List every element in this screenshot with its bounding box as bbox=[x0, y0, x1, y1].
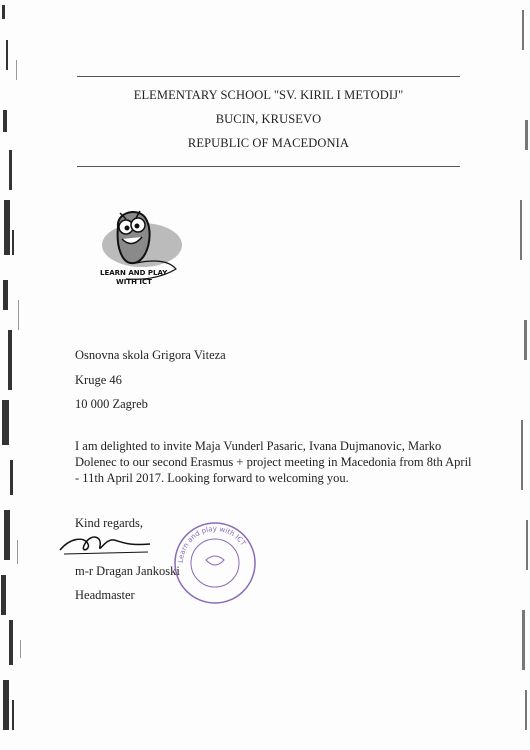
school-country: REPUBLIC OF MACEDONIA bbox=[187, 136, 350, 150]
recipient-name: Osnovna skola Grigora Viteza bbox=[75, 348, 226, 362]
recipient-city: 10 000 Zagreb bbox=[75, 397, 148, 411]
recipient-street: Kruge 46 bbox=[75, 373, 122, 387]
scan-edge-right bbox=[508, 0, 530, 750]
stamp-ring-text: Learn and play with ICT bbox=[176, 524, 248, 564]
kind-regards: Kind regards, bbox=[75, 516, 144, 530]
logo-text-line2: WITH ICT bbox=[116, 278, 152, 286]
top-rule bbox=[77, 76, 460, 77]
bottom-rule bbox=[77, 166, 460, 167]
scan-edge-left bbox=[0, 0, 42, 750]
handwritten-signature bbox=[58, 528, 154, 560]
svg-text:Learn and play with ICT bbox=[177, 525, 248, 563]
school-town: BUCIN, KRUSEVO bbox=[215, 112, 322, 126]
signer-name: m-r Dragan Jankoski bbox=[75, 564, 180, 578]
logo-text-line1: LEARN AND PLAY bbox=[100, 269, 168, 277]
invitation-paragraph: I am delighted to invite Maja Vunderl Pasaric, Ivana Dujmanovic, Marko Dolenec to our second Erasmus + project meeting in Macedonia from 8th April - 11th April 2017. Looking forward to welcoming you. bbox=[75, 439, 472, 485]
school-name: ELEMENTARY SCHOOL "SV. KIRIL I METODIJ" bbox=[133, 88, 404, 102]
signer-title: Headmaster bbox=[75, 588, 135, 602]
school-stamp bbox=[170, 520, 260, 606]
cartoon-mouse-logo bbox=[96, 205, 188, 287]
